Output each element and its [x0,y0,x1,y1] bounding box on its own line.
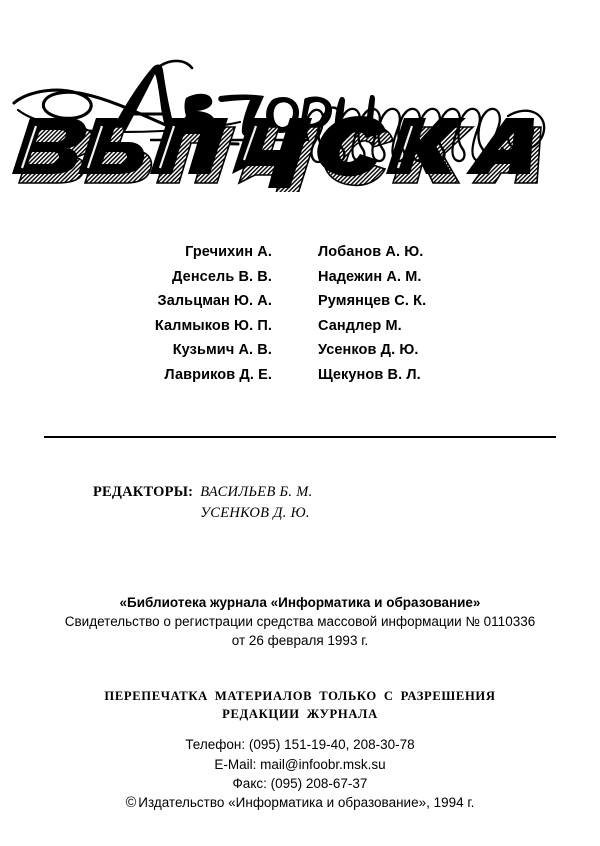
author-name: Щекунов В. Л. [318,366,421,383]
reprint-notice-line-1: ПЕРЕПЕЧАТКА МАТЕРИАЛОВ ТОЛЬКО С РАЗРЕШЕНИЯ [104,689,496,703]
contacts-block [0,735,600,794]
editors-block [93,482,313,524]
authors-grid [112,240,488,388]
masthead-block-word [12,116,541,192]
author-name: Гречихин А. [185,244,272,260]
editors-row [93,482,313,524]
editor-name: ВАСИЛЬЕВ Б. М. [200,484,313,500]
masthead-logo [0,52,600,192]
editor-name: УСЕНКОВ Д. Ю. [200,505,310,521]
author-name: Лавриков Д. Е. [164,366,272,383]
imprint-registration-date: от 26 февраля 1993 г. [231,633,369,648]
imprint-registration: Свидетельство о регистрации средства массовой информации № 0110336 [64,614,536,629]
email-line[interactable]: E-Mail: mail@infoobr.msk.su [214,756,386,772]
reprint-notice [0,687,600,723]
fax-line: Факс: (095) 208-67-37 [232,776,368,791]
author-name: Кузьмич А. В. [172,342,272,359]
copyright-text: Издательство «Информатика и образование», 1994 г. [138,795,475,810]
copyright-icon: © [125,795,137,811]
author-name: Усенков Д. Ю. [318,342,419,359]
author-name: Зальцман Ю. А. [157,293,272,310]
author-name: Надежин А. М. [318,268,422,285]
author-name: Сандлер М. [318,317,402,334]
author-name: Лобанов А. Ю. [318,244,424,260]
imprint-block [0,593,600,650]
author-name: Денсель В. В. [172,268,272,285]
editors-names [200,482,312,524]
copyright-line [0,793,600,813]
phone-line: Телефон: (095) 151-19-40, 208-30-78 [185,737,415,752]
horizontal-divider [44,436,556,438]
author-name: Калмыков Ю. П. [154,317,272,334]
editors-label: РЕДАКТОРЫ: [93,484,194,500]
reprint-notice-line-2: РЕДАКЦИИ ЖУРНАЛА [222,707,378,721]
authors-list [0,240,600,388]
author-name: Румянцев С. К. [318,293,427,310]
imprint-series-title: «Библиотека журнала «Информатика и образование» [119,595,481,610]
